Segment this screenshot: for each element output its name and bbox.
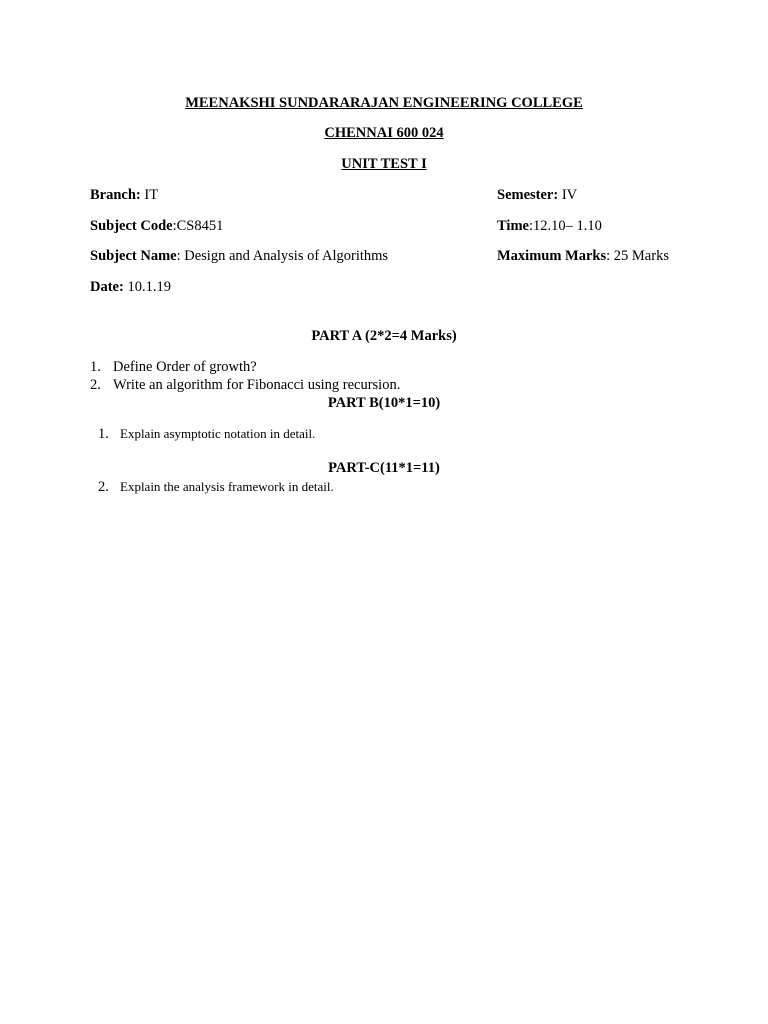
max-marks-value: : 25 Marks [606, 248, 669, 264]
subject-code-value: :CS8451 [172, 218, 224, 234]
question-text: Explain asymptotic notation in detail. [120, 426, 316, 441]
question-text: Write an algorithm for Fibonacci using recursion. [113, 377, 401, 393]
college-name: MEENAKSHI SUNDARARAJAN ENGINEERING COLLEGE [185, 95, 583, 111]
test-title: UNIT TEST I [341, 156, 427, 172]
time-row [497, 219, 602, 234]
branch-value: IT [140, 187, 159, 203]
date-row [90, 280, 171, 295]
question-text: Define Order of growth? [113, 359, 257, 375]
branch-row [90, 188, 158, 203]
list-item [98, 427, 315, 442]
date-label: Date: [90, 279, 124, 295]
list-item [90, 378, 400, 393]
list-item [98, 480, 334, 495]
semester-value: IV [558, 187, 578, 203]
question-number: 2. [90, 377, 101, 393]
question-text: Explain the analysis framework in detail. [120, 479, 334, 494]
subject-name-row [90, 249, 388, 264]
part-a-title: PART A (2*2=4 Marks) [311, 328, 457, 344]
question-number: 2. [98, 479, 109, 495]
date-value: 10.1.19 [123, 279, 171, 295]
question-number: 1. [90, 359, 101, 375]
branch-label: Branch: [90, 187, 141, 203]
subject-code-label: Subject Code [90, 218, 173, 234]
part-b-title: PART B(10*1=10) [327, 395, 441, 411]
list-item [90, 360, 257, 375]
semester-row [497, 188, 577, 203]
part-c-title: PART-C(11*1=11) [328, 460, 440, 476]
subject-name-value: : Design and Analysis of Algorithms [176, 248, 389, 264]
college-city: CHENNAI 600 024 [324, 125, 444, 141]
max-marks-row [497, 249, 669, 264]
time-value: :12.10– 1.10 [528, 218, 602, 234]
semester-label: Semester: [497, 187, 559, 203]
time-label: Time [497, 218, 529, 234]
subject-code-row [90, 219, 223, 234]
subject-name-label: Subject Name [90, 248, 177, 264]
max-marks-label: Maximum Marks [497, 248, 607, 264]
question-number: 1. [98, 426, 109, 442]
